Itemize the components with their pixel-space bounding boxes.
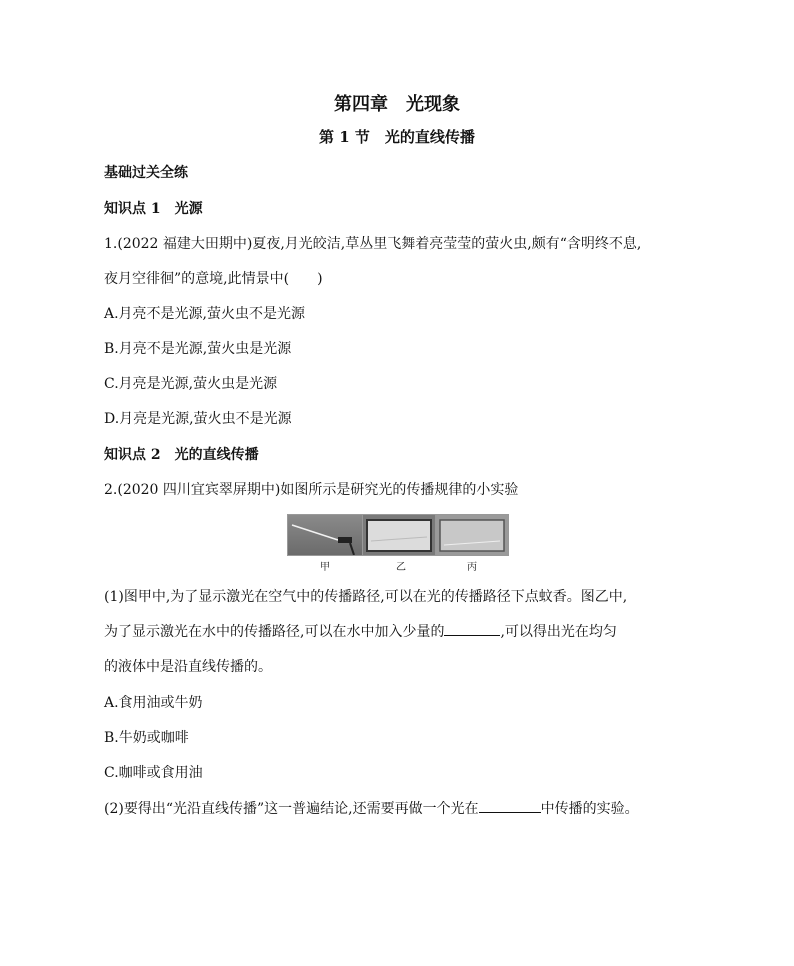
q2-part2-text-a: (2)要得出“光沿直线传播”这一普遍结论,还需要再做一个光在 [104, 801, 479, 817]
q1-option-c: C.月亮是光源,萤火虫是光源 [104, 376, 278, 392]
answer-blank-2[interactable] [479, 798, 541, 813]
answer-blank-1[interactable] [444, 621, 500, 636]
q2-option-a: A.食用油或牛奶 [104, 695, 203, 711]
laser-air-photo [288, 515, 362, 555]
q2-part2-text-b: 中传播的实验。 [540, 801, 639, 817]
q2-option-c: C.咖啡或食用油 [104, 765, 203, 781]
q1-option-a: A.月亮不是光源,萤火虫不是光源 [104, 306, 306, 322]
q2-part1-line2 [104, 621, 617, 641]
q2-part2 [104, 798, 639, 818]
laser-water-photo [363, 515, 435, 555]
q2-part1-line3: 的液体中是沿直线传播的。 [104, 659, 272, 675]
q1-stem-line2: 夜月空徘徊”的意境,此情景中( ) [104, 271, 323, 287]
q1-option-d: D.月亮是光源,萤火虫不是光源 [104, 411, 292, 427]
laser-liquid-photo [436, 515, 508, 555]
caption-jia: 甲 [320, 562, 330, 573]
q1-stem-line1: 1.(2022 福建大田期中)夏夜,月光皎洁,草丛里飞舞着亮莹莹的萤火虫,颇有“含明终不息, [104, 236, 642, 252]
knowledge-point-2: 知识点 2 光的直线传播 [104, 447, 259, 463]
practice-heading: 基础过关全练 [104, 165, 188, 181]
figure-yi [362, 514, 436, 556]
q2-part1-text-a: 为了显示激光在水中的传播路径,可以在水中加入少量的 [104, 624, 445, 640]
figure-bing [435, 514, 509, 556]
knowledge-point-1: 知识点 1 光源 [104, 201, 203, 217]
q2-stem: 2.(2020 四川宜宾翠屏期中)如图所示是研究光的传播规律的小实验 [104, 482, 519, 498]
q1-option-b: B.月亮不是光源,萤火虫是光源 [104, 341, 292, 357]
section-title: 第 1 节 光的直线传播 [319, 128, 475, 146]
caption-yi: 乙 [396, 562, 406, 573]
caption-bing: 丙 [467, 562, 477, 573]
chapter-title: 第四章 光现象 [334, 94, 460, 115]
q2-part1-line1: (1)图甲中,为了显示激光在空气中的传播路径,可以在光的传播路径下点蚊香。图乙中, [104, 589, 628, 605]
q2-option-b: B.牛奶或咖啡 [104, 730, 189, 746]
q2-part1-text-b: ,可以得出光在均匀 [500, 624, 617, 640]
figure-jia [287, 514, 363, 556]
